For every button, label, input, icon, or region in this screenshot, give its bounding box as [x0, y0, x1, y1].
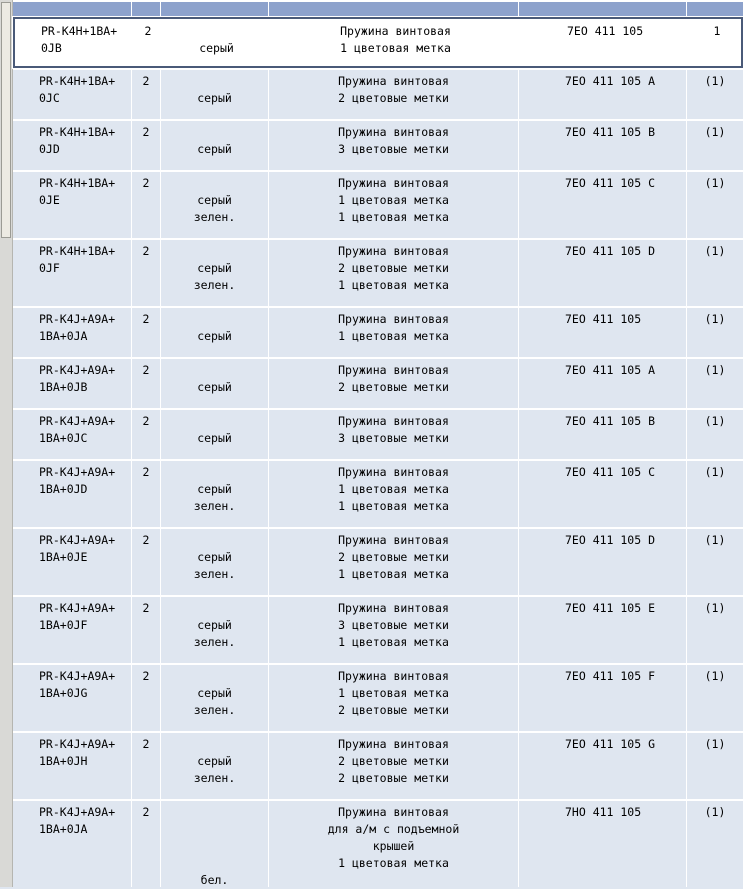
- cell-line: 0JD: [39, 142, 60, 156]
- row-divider: [13, 68, 743, 70]
- cell-text: 2: [142, 601, 150, 615]
- row-divider: [13, 799, 743, 801]
- row-divider: [13, 527, 743, 529]
- table-row[interactable]: [13, 69, 743, 120]
- qty-cell: [132, 120, 160, 171]
- cell-line: 3 цветовые метки: [338, 618, 449, 632]
- position-cell: [687, 664, 743, 732]
- qty-cell: [132, 800, 160, 887]
- cell-line: 2 цветовые метки: [338, 380, 449, 394]
- table-row[interactable]: [13, 307, 743, 358]
- cell-text: 2: [144, 24, 152, 38]
- position-cell: [687, 307, 743, 358]
- code-cell: [13, 409, 131, 460]
- table-row[interactable]: [13, 528, 743, 596]
- cell-line: 1BA+0JB: [39, 380, 88, 394]
- part-number-cell: [519, 409, 686, 460]
- cell-line: 2 цветовые метки: [338, 703, 449, 717]
- cell-line: крышей: [372, 839, 415, 853]
- color-cell: [161, 239, 268, 307]
- code-cell: [13, 120, 131, 171]
- cell-line: 1 цветовая метка: [338, 193, 449, 207]
- cell-text: 7ЕО 411 105 E: [565, 601, 656, 615]
- cell-text: (1): [704, 312, 726, 326]
- cell-text: 7ЕО 411 105 A: [565, 74, 656, 88]
- cell-line: 1BA+0JF: [39, 618, 88, 632]
- cell-line: 1 цветовая метка: [338, 856, 449, 870]
- cell-line: серый: [197, 142, 232, 156]
- cell-line: зелен.: [193, 278, 236, 292]
- cell-line: зелен.: [193, 210, 236, 224]
- color-cell: [161, 460, 268, 528]
- description-cell: [269, 664, 518, 732]
- part-number-cell: [519, 171, 686, 239]
- description-cell: [269, 307, 518, 358]
- row-divider: [13, 170, 743, 172]
- scrollbar-thumb[interactable]: [1, 2, 11, 238]
- cell-line: 2 цветовые метки: [338, 771, 449, 785]
- cell-line: PR-K4H+1BA+: [41, 24, 118, 38]
- cell-line: Пружина винтовая: [338, 125, 449, 139]
- cell-line: 1BA+0JE: [39, 550, 88, 564]
- row-divider: [13, 119, 743, 121]
- qty-cell: [132, 460, 160, 528]
- row-divider: [13, 731, 743, 733]
- cell-line: 1 цветовая метка: [340, 41, 451, 55]
- cell-line: 2 цветовые метки: [338, 550, 449, 564]
- cell-line: Пружина винтовая: [338, 465, 449, 479]
- position-cell: [687, 409, 743, 460]
- code-cell: [13, 732, 131, 800]
- part-number-cell: [519, 596, 686, 664]
- cell-line: 2 цветовые метки: [338, 91, 449, 105]
- code-cell: [13, 358, 131, 409]
- cell-line: серый: [197, 380, 232, 394]
- cell-text: (1): [704, 176, 726, 190]
- cell-text: 7НО 411 105: [565, 805, 642, 819]
- description-cell: [269, 596, 518, 664]
- description-cell: [269, 239, 518, 307]
- cell-text: (1): [704, 125, 726, 139]
- row-divider: [13, 238, 743, 240]
- cell-line: PR-K4J+A9A+: [39, 737, 116, 751]
- cell-line: PR-K4H+1BA+: [39, 74, 116, 88]
- table-row[interactable]: [13, 664, 743, 732]
- row-divider: [13, 357, 743, 359]
- table-row[interactable]: [13, 460, 743, 528]
- qty-cell: [132, 596, 160, 664]
- cell-line: PR-K4J+A9A+: [39, 414, 116, 428]
- description-cell: [269, 358, 518, 409]
- color-cell: [161, 171, 268, 239]
- code-cell: [13, 800, 131, 887]
- description-cell: [269, 409, 518, 460]
- cell-line: [161, 838, 268, 855]
- part-number-cell: [519, 307, 686, 358]
- row-divider: [13, 595, 743, 597]
- cell-line: серый: [199, 41, 234, 55]
- cell-text: 2: [142, 244, 150, 258]
- row-divider: [13, 306, 743, 308]
- cell-line: 1 цветовая метка: [338, 329, 449, 343]
- table-header: [13, 0, 743, 17]
- cell-line: Пружина винтовая: [338, 805, 449, 819]
- cell-line: 1BA+0JD: [39, 482, 88, 496]
- cell-line: зелен.: [193, 771, 236, 785]
- description-cell: [269, 69, 518, 120]
- position-cell: [687, 171, 743, 239]
- position-cell: [687, 239, 743, 307]
- cell-text: 2: [142, 805, 150, 819]
- cell-line: 1BA+0JC: [39, 431, 88, 445]
- code-cell: [13, 664, 131, 732]
- cell-text: (1): [704, 805, 726, 819]
- position-cell: [687, 528, 743, 596]
- cell-line: PR-K4H+1BA+: [39, 125, 116, 139]
- cell-line: Пружина винтовая: [338, 669, 449, 683]
- table-row[interactable]: [13, 239, 743, 307]
- cell-text: 2: [142, 533, 150, 547]
- part-number-cell: [519, 528, 686, 596]
- qty-cell: [134, 19, 162, 66]
- cell-line: Пружина винтовая: [338, 601, 449, 615]
- cell-text: 2: [142, 74, 150, 88]
- cell-text: 7ЕО 411 105 B: [565, 125, 656, 139]
- part-number-cell: [521, 19, 688, 66]
- color-cell: [161, 307, 268, 358]
- cell-line: Пружина винтовая: [338, 533, 449, 547]
- cell-line: PR-K4H+1BA+: [39, 176, 116, 190]
- table-row[interactable]: [13, 596, 743, 664]
- cell-line: PR-K4J+A9A+: [39, 669, 116, 683]
- cell-text: 7ЕО 411 105 A: [565, 363, 656, 377]
- cell-line: Пружина винтовая: [338, 244, 449, 258]
- cell-line: PR-K4J+A9A+: [39, 312, 116, 326]
- cell-text: 7ЕО 411 105 B: [565, 414, 656, 428]
- cell-line: 1 цветовая метка: [338, 686, 449, 700]
- cell-text: (1): [704, 737, 726, 751]
- cell-line: Пружина винтовая: [338, 312, 449, 326]
- cell-line: серый: [197, 754, 232, 768]
- cell-text: 7ЕО 411 105 C: [565, 465, 656, 479]
- cell-line: 0JF: [39, 261, 60, 275]
- cell-line: 1BA+0JA: [39, 822, 88, 836]
- cell-text: (1): [704, 465, 726, 479]
- header-col-qty[interactable]: [132, 2, 160, 16]
- cell-text: (1): [704, 244, 726, 258]
- cell-line: серый: [197, 91, 232, 105]
- description-cell: [269, 528, 518, 596]
- cell-text: (1): [704, 669, 726, 683]
- code-cell: [13, 460, 131, 528]
- color-cell: [161, 358, 268, 409]
- cell-line: 2 цветовые метки: [338, 754, 449, 768]
- cell-text: 2: [142, 669, 150, 683]
- position-cell: [687, 596, 743, 664]
- parts-table: [13, 0, 743, 887]
- cell-line: PR-K4J+A9A+: [39, 601, 116, 615]
- description-cell: [271, 19, 520, 66]
- description-cell: [269, 171, 518, 239]
- cell-text: (1): [704, 74, 726, 88]
- cell-line: зелен.: [193, 635, 236, 649]
- part-number-cell: [519, 120, 686, 171]
- header-col-pos[interactable]: [687, 2, 743, 16]
- part-number-cell: [519, 239, 686, 307]
- cell-line: Пружина винтовая: [338, 414, 449, 428]
- part-number-cell: [519, 358, 686, 409]
- description-cell: [269, 732, 518, 800]
- color-cell: [161, 664, 268, 732]
- cell-line: PR-K4J+A9A+: [39, 363, 116, 377]
- description-cell: [269, 460, 518, 528]
- table-row[interactable]: [13, 17, 743, 68]
- position-cell: [687, 69, 743, 120]
- cell-line: серый: [197, 482, 232, 496]
- cell-text: 2: [142, 363, 150, 377]
- cell-line: серый: [197, 431, 232, 445]
- part-number-cell: [519, 69, 686, 120]
- cell-line: 1BA+0JA: [39, 329, 88, 343]
- cell-line: 3 цветовые метки: [338, 142, 449, 156]
- qty-cell: [132, 409, 160, 460]
- cell-text: (1): [704, 533, 726, 547]
- description-cell: [269, 800, 518, 887]
- cell-line: 3 цветовые метки: [338, 431, 449, 445]
- cell-line: серый: [197, 193, 232, 207]
- position-cell: [687, 358, 743, 409]
- cell-line: 1 цветовая метка: [338, 567, 449, 581]
- cell-text: 2: [142, 312, 150, 326]
- color-cell: [161, 800, 268, 887]
- color-cell: [161, 596, 268, 664]
- table-row[interactable]: [13, 732, 743, 800]
- cell-text: 7ЕО 411 105: [565, 312, 642, 326]
- qty-cell: [132, 69, 160, 120]
- part-number-cell: [519, 460, 686, 528]
- cell-line: Пружина винтовая: [338, 176, 449, 190]
- header-col-color[interactable]: [161, 2, 268, 16]
- code-cell: [13, 596, 131, 664]
- cell-text: 2: [142, 737, 150, 751]
- cell-line: 1 цветовая метка: [338, 482, 449, 496]
- qty-cell: [132, 358, 160, 409]
- qty-cell: [132, 528, 160, 596]
- cell-text: 7ЕО 411 105: [567, 24, 644, 38]
- cell-line: 0JE: [39, 193, 60, 207]
- part-number-cell: [519, 732, 686, 800]
- cell-line: серый: [197, 686, 232, 700]
- cell-line: Пружина винтовая: [338, 74, 449, 88]
- cell-line: зелен.: [193, 567, 236, 581]
- row-divider: [13, 408, 743, 410]
- cell-line: PR-K4J+A9A+: [39, 533, 116, 547]
- header-col-number[interactable]: [519, 2, 686, 16]
- cell-text: 7ЕО 411 105 G: [565, 737, 656, 751]
- cell-line: PR-K4J+A9A+: [39, 465, 116, 479]
- position-cell: [687, 800, 743, 887]
- qty-cell: [132, 664, 160, 732]
- position-cell: [687, 460, 743, 528]
- cell-line: 1 цветовая метка: [338, 499, 449, 513]
- color-cell: [161, 528, 268, 596]
- cell-line: серый: [197, 550, 232, 564]
- position-cell: [687, 120, 743, 171]
- cell-line: для а/м с подъемной: [327, 822, 460, 836]
- code-cell: [13, 69, 131, 120]
- qty-cell: [132, 171, 160, 239]
- color-cell: [161, 409, 268, 460]
- qty-cell: [132, 732, 160, 800]
- cell-line: 1 цветовая метка: [338, 635, 449, 649]
- cell-text: (1): [704, 601, 726, 615]
- cell-line: серый: [197, 261, 232, 275]
- color-cell: [161, 732, 268, 800]
- code-cell: [13, 239, 131, 307]
- color-cell: [163, 19, 270, 66]
- code-cell: [13, 307, 131, 358]
- cell-text: 7ЕО 411 105 D: [565, 533, 656, 547]
- cell-line: 1BA+0JG: [39, 686, 88, 700]
- cell-line: 0JC: [39, 91, 60, 105]
- cell-text: 2: [142, 125, 150, 139]
- table-row[interactable]: [13, 800, 743, 887]
- cell-line: PR-K4H+1BA+: [39, 244, 116, 258]
- cell-line: 2 цветовые метки: [338, 261, 449, 275]
- color-cell: [161, 120, 268, 171]
- cell-line: зелен.: [193, 499, 236, 513]
- cell-text: (1): [704, 414, 726, 428]
- code-cell: [15, 19, 133, 66]
- cell-line: 0JB: [41, 41, 62, 55]
- cell-line: 1 цветовая метка: [338, 210, 449, 224]
- cell-line: [161, 821, 268, 838]
- row-divider: [13, 459, 743, 461]
- position-cell: [687, 732, 743, 800]
- cell-line: 1BA+0JH: [39, 754, 88, 768]
- part-number-cell: [519, 800, 686, 887]
- qty-cell: [132, 239, 160, 307]
- position-cell: [689, 19, 743, 66]
- cell-text: 7ЕО 411 105 C: [565, 176, 656, 190]
- code-cell: [13, 171, 131, 239]
- cell-line: Пружина винтовая: [340, 24, 451, 38]
- cell-text: 2: [142, 176, 150, 190]
- table-row[interactable]: [13, 171, 743, 239]
- cell-line: серый: [197, 329, 232, 343]
- vertical-scrollbar[interactable]: [0, 0, 13, 887]
- table-row[interactable]: [13, 358, 743, 409]
- row-divider: [13, 663, 743, 665]
- cell-line: [161, 855, 268, 872]
- table-row[interactable]: [13, 409, 743, 460]
- cell-text: 2: [142, 465, 150, 479]
- cell-text: 1: [713, 24, 721, 38]
- cell-text: 7ЕО 411 105 F: [565, 669, 656, 683]
- cell-line: зелен.: [193, 703, 236, 717]
- cell-line: PR-K4J+A9A+: [39, 805, 116, 819]
- cell-text: 2: [142, 414, 150, 428]
- cell-text: (1): [704, 363, 726, 377]
- header-col-desc[interactable]: [269, 2, 518, 16]
- cell-line: серый: [197, 618, 232, 632]
- code-cell: [13, 528, 131, 596]
- cell-line: бел.: [200, 873, 229, 887]
- cell-line: Пружина винтовая: [338, 363, 449, 377]
- description-cell: [269, 120, 518, 171]
- part-number-cell: [519, 664, 686, 732]
- header-col-code[interactable]: [13, 2, 131, 16]
- color-cell: [161, 69, 268, 120]
- cell-line: Пружина винтовая: [338, 737, 449, 751]
- table-row[interactable]: [13, 120, 743, 171]
- qty-cell: [132, 307, 160, 358]
- cell-line: 1 цветовая метка: [338, 278, 449, 292]
- cell-text: 7ЕО 411 105 D: [565, 244, 656, 258]
